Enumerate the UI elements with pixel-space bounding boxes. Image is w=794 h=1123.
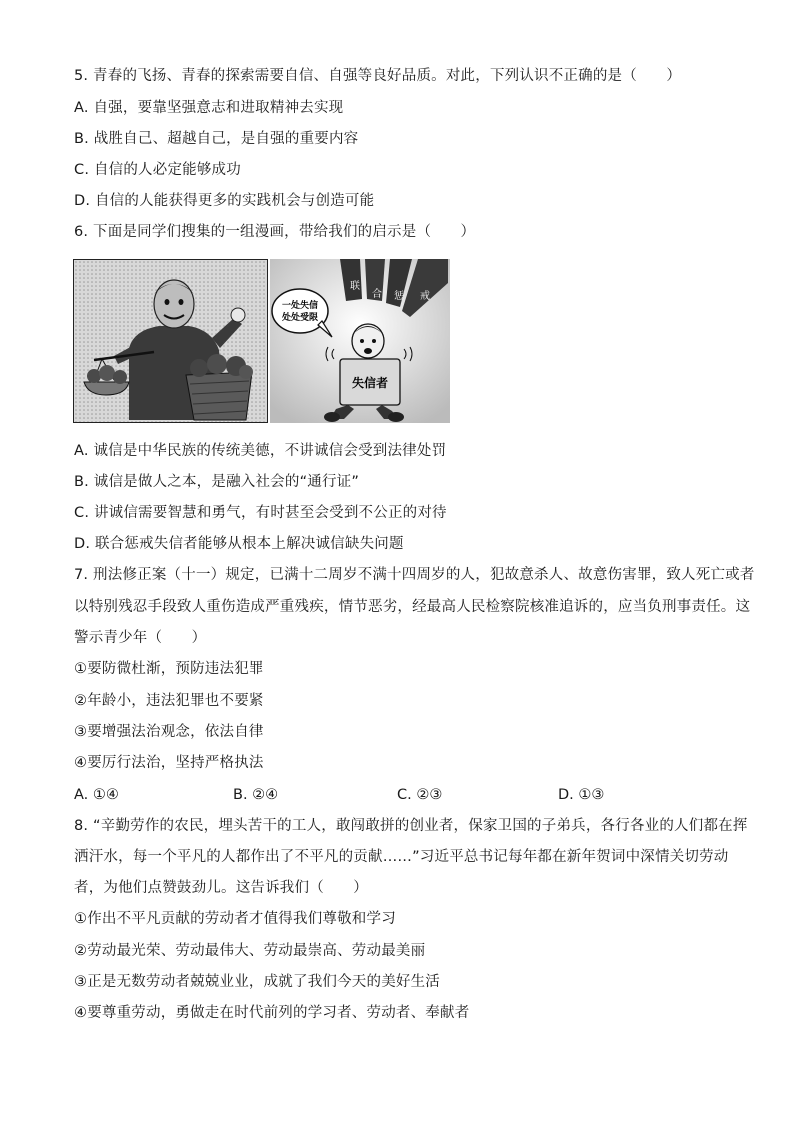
q6-cartoon <box>73 259 450 423</box>
cartoon-left-panel <box>73 259 268 423</box>
q5-stem: 5. 青春的飞扬、青春的探索需要自信、自强等良好品质。对此，下列认识不正确的是（ ） <box>74 68 682 84</box>
q5-option-d: D. 自信的人能获得更多的实践机会与创造可能 <box>74 193 375 209</box>
q7-stem-line-1: 7. 刑法修正案（十一）规定，已满十二周岁不满十四周岁的人，犯故意杀人、故意伤害罪，致人死亡或者 <box>74 567 755 583</box>
q8-statement-3: ③正是无数劳动者兢兢业业，成就了我们今天的美好生活 <box>74 974 440 990</box>
q7-statement-3: ③要增强法治观念，依法自律 <box>74 724 264 740</box>
dishonest-person-illustration <box>270 259 450 423</box>
q5-option-a: A. 自强，要靠坚强意志和进取精神去实现 <box>74 100 344 116</box>
q6-option-a: A. 诚信是中华民族的传统美德，不讲诚信会受到法律处罚 <box>74 443 447 459</box>
sign-label: 失信者 <box>351 376 389 390</box>
merchant-scale-illustration <box>74 260 268 423</box>
q7-choice-b: B. ②④ <box>233 787 279 803</box>
q7-statement-2: ②年龄小，违法犯罪也不要紧 <box>74 693 264 709</box>
q6-stem: 6. 下面是同学们搜集的一组漫画，带给我们的启示是（ ） <box>74 224 476 240</box>
finger-char-2: 合 <box>372 289 382 300</box>
q8-stem-line-1: 8. “辛勤劳作的农民，埋头苦干的工人，敢闯敢拼的创业者，保家卫国的子弟兵，各行各业的人们都在挥 <box>74 818 748 834</box>
bubble-line-2: 处处受限 <box>281 313 319 323</box>
q8-stem-line-3: 者，为他们点赞鼓劲儿。这告诉我们（ ） <box>74 880 368 896</box>
q5-option-c: C. 自信的人必定能够成功 <box>74 162 241 178</box>
cartoon-right-panel <box>270 259 450 423</box>
q8-statement-2: ②劳动最光荣、劳动最伟大、劳动最崇高、劳动最美丽 <box>74 943 426 959</box>
q7-stem-line-2: 以特别残忍手段致人重伤造成严重残疾，情节恶劣，经最高人民检察院核准追诉的，应当负刑事责任。这 <box>74 599 751 615</box>
q7-statement-1: ①要防微杜渐，预防违法犯罪 <box>74 661 264 677</box>
finger-char-1: 联 <box>350 281 360 292</box>
finger-char-4: 戒 <box>420 291 430 302</box>
q7-choice-d: D. ①③ <box>558 787 605 803</box>
q6-option-c: C. 讲诚信需要智慧和勇气，有时甚至会受到不公正的对待 <box>74 505 447 521</box>
finger-char-3: 惩 <box>394 291 404 302</box>
q7-choice-a: A. ①④ <box>74 787 119 803</box>
q7-choice-c: C. ②③ <box>397 787 443 803</box>
q8-statement-1: ①作出不平凡贡献的劳动者才值得我们尊敬和学习 <box>74 911 396 927</box>
q6-option-d: D. 联合惩戒失信者能够从根本上解决诚信缺失问题 <box>74 536 404 552</box>
q8-stem-line-2: 洒汗水，每一个平凡的人都作出了不平凡的贡献……”习近平总书记每年都在新年贺词中深情关切劳动 <box>74 849 729 865</box>
q7-stem-line-3: 警示青少年（ ） <box>74 630 207 646</box>
q7-choices <box>74 785 724 805</box>
q7-statement-4: ④要厉行法治，坚持严格执法 <box>74 755 264 771</box>
q8-statement-4: ④要尊重劳动，勇做走在时代前列的学习者、劳动者、奉献者 <box>74 1005 470 1021</box>
q5-option-b: B. 战胜自己、超越自己，是自强的重要内容 <box>74 131 359 147</box>
q6-option-b: B. 诚信是做人之本，是融入社会的“通行证” <box>74 474 360 490</box>
bubble-line-1: 一处失信 <box>281 301 319 311</box>
